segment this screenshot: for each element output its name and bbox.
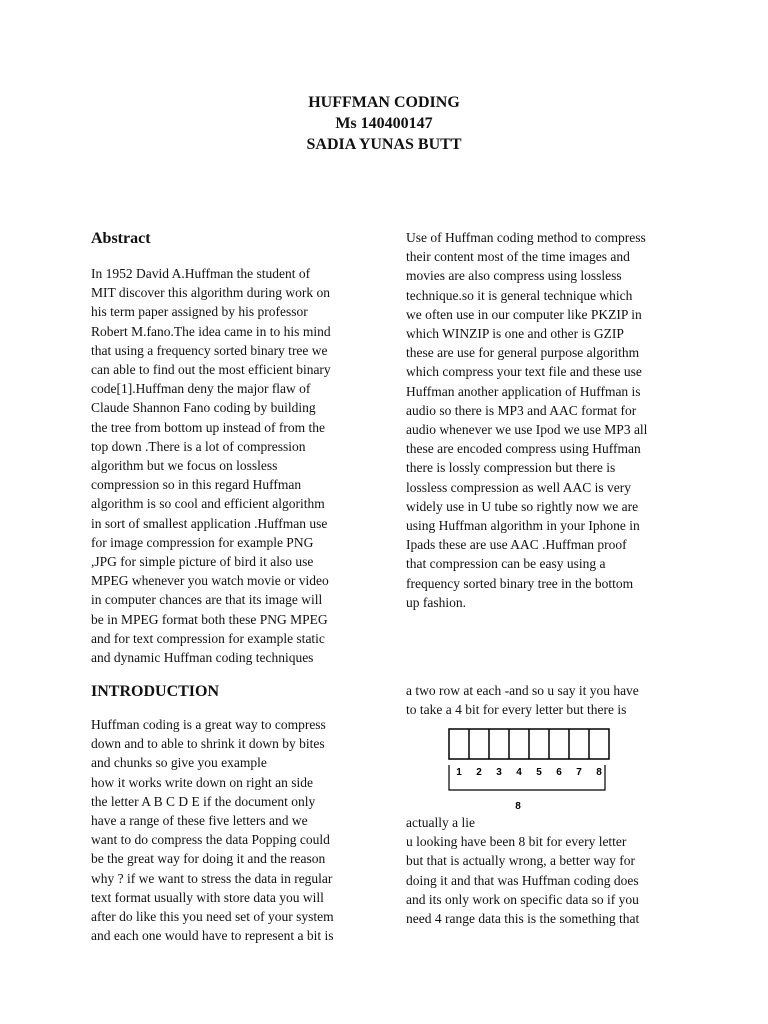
intro-line: how it works write down on right an side bbox=[91, 774, 313, 790]
paragraph-line: these are use for general purpose algorithm bbox=[406, 345, 640, 361]
paragraph-line: using Huffman algorithm in your Iphone in bbox=[406, 518, 640, 534]
abstract-line: for image compression for example PNG bbox=[91, 534, 314, 550]
abstract-line: MPEG whenever you watch movie or video bbox=[91, 573, 329, 589]
bit-label: 5 bbox=[536, 767, 542, 778]
bit-label: 4 bbox=[516, 767, 522, 778]
abstract-line: that using a frequency sorted binary tree we bbox=[91, 342, 328, 358]
bit-label: 8 bbox=[596, 767, 602, 778]
paragraph-line: that compression can be easy using a bbox=[406, 556, 606, 572]
paragraph-line: actually a lie bbox=[406, 815, 475, 830]
bit-label: 1 bbox=[456, 767, 462, 778]
paragraph-line: there is lossly compression but there is bbox=[406, 460, 616, 476]
total-bits-label: 8 bbox=[515, 801, 521, 812]
abstract-body bbox=[91, 264, 371, 667]
abstract-line: code[1].Huffman deny the major flaw of bbox=[91, 381, 311, 397]
introduction-body bbox=[91, 715, 371, 945]
paragraph-line: Ipads these are use AAC .Huffman proof bbox=[406, 537, 627, 553]
paragraph-line: and its only work on specific data so if you bbox=[406, 891, 639, 907]
introduction-heading: INTRODUCTION bbox=[91, 683, 220, 700]
paragraph-line: technique.so it is general technique which bbox=[406, 287, 633, 303]
abstract-line: and for text compression for example static bbox=[91, 630, 325, 646]
abstract-heading: Abstract bbox=[91, 230, 151, 247]
bit-label: 7 bbox=[576, 767, 582, 778]
paragraph-line: which WINZIP is one and other is GZIP bbox=[406, 326, 624, 342]
student-id: Ms 140400147 bbox=[335, 115, 433, 132]
intro-line: text format usually with store data you will bbox=[91, 889, 324, 905]
bit-label: 3 bbox=[496, 767, 502, 778]
abstract-line: in computer chances are that its image will bbox=[91, 592, 323, 608]
paragraph-line: u looking have been 8 bit for every letter bbox=[406, 834, 627, 850]
intro-line: why ? if we want to stress the data in regular bbox=[91, 870, 333, 886]
abstract-line: his term paper assigned by his professor bbox=[91, 304, 308, 320]
intro-line: and chunks so give you example bbox=[91, 755, 267, 771]
paragraph-line: Huffman another application of Huffman is bbox=[406, 383, 641, 399]
right-column-top-text bbox=[406, 228, 676, 612]
abstract-line: algorithm is so cool and efficient algorithm bbox=[91, 496, 325, 512]
abstract-line: Robert M.fano.The idea came in to his mind bbox=[91, 323, 331, 339]
abstract-line: be in MPEG format both these PNG MPEG bbox=[91, 611, 328, 627]
abstract-line: algorithm but we focus on lossless bbox=[91, 458, 278, 474]
paragraph-line: movies are also compress using lossless bbox=[406, 268, 622, 284]
document-title: HUFFMAN CODING bbox=[308, 94, 460, 111]
intro-line: Huffman coding is a great way to compress bbox=[91, 717, 326, 732]
bit-label: 2 bbox=[476, 767, 482, 778]
bit-boxes-diagram bbox=[448, 728, 610, 823]
paragraph-line: widely use in U tube so rightly now we are bbox=[406, 498, 639, 514]
abstract-line: MIT discover this algorithm during work on bbox=[91, 285, 330, 301]
paragraph-line: we often use in our computer like PKZIP in bbox=[406, 306, 642, 322]
abstract-line: can able to find out the most efficient binary bbox=[91, 362, 331, 378]
abstract-line: top down .There is a lot of compression bbox=[91, 438, 306, 454]
abstract-line: in sort of smallest application .Huffman use bbox=[91, 515, 328, 531]
intro-line: have a range of these five letters and we bbox=[91, 813, 308, 829]
abstract-line: compression so in this regard Huffman bbox=[91, 477, 302, 493]
paragraph-line: frequency sorted binary tree in the bottom bbox=[406, 575, 634, 591]
paragraph-line: these are encoded compress using Huffman bbox=[406, 441, 641, 457]
paragraph-line: doing it and that was Huffman coding does bbox=[406, 872, 639, 888]
intro-line: after do like this you need set of your system bbox=[91, 909, 334, 925]
paragraph-line: which compress your text file and these use bbox=[406, 364, 642, 380]
paragraph-line: Use of Huffman coding method to compress bbox=[406, 230, 646, 245]
paragraph-line: their content most of the time images and bbox=[406, 249, 630, 265]
paragraph-line: need 4 range data this is the something that bbox=[406, 911, 640, 927]
paragraph-line: a two row at each -and so u say it you have bbox=[406, 683, 639, 698]
paragraph-line: lossless compression as well AAC is very bbox=[406, 479, 631, 495]
document-title-block bbox=[0, 92, 768, 155]
paragraph-line: up fashion. bbox=[406, 594, 466, 610]
intro-line: and each one would have to represent a bit is bbox=[91, 928, 334, 944]
paragraph-line: but that is actually wrong, a better way for bbox=[406, 853, 636, 869]
right-column-bottom-text bbox=[406, 813, 676, 928]
intro-line: be the great way for doing it and the reason bbox=[91, 851, 326, 867]
abstract-line: and dynamic Huffman coding techniques bbox=[91, 650, 314, 666]
abstract-line: ,JPG for simple picture of bird it also use bbox=[91, 554, 314, 570]
bit-label: 6 bbox=[556, 767, 562, 778]
abstract-line: Claude Shannon Fano coding by building bbox=[91, 400, 316, 416]
paragraph-line: to take a 4 bit for every letter but there is bbox=[406, 702, 627, 718]
right-column-bottom-intro-text bbox=[406, 681, 676, 719]
author-name: SADIA YUNAS BUTT bbox=[306, 136, 462, 153]
intro-line: down and to able to shrink it down by bites bbox=[91, 736, 325, 752]
abstract-line: the tree from bottom up instead of from the bbox=[91, 419, 325, 435]
paragraph-line: audio whenever we use Ipod we use MP3 all bbox=[406, 422, 648, 438]
intro-line: the letter A B C D E if the document only bbox=[91, 793, 316, 809]
bit-boxes-svg bbox=[448, 728, 610, 818]
paragraph-line: audio so there is MP3 and AAC format for bbox=[406, 402, 637, 418]
abstract-line: In 1952 David A.Huffman the student of bbox=[91, 266, 311, 281]
intro-line: want to do compress the data Popping could bbox=[91, 832, 330, 848]
